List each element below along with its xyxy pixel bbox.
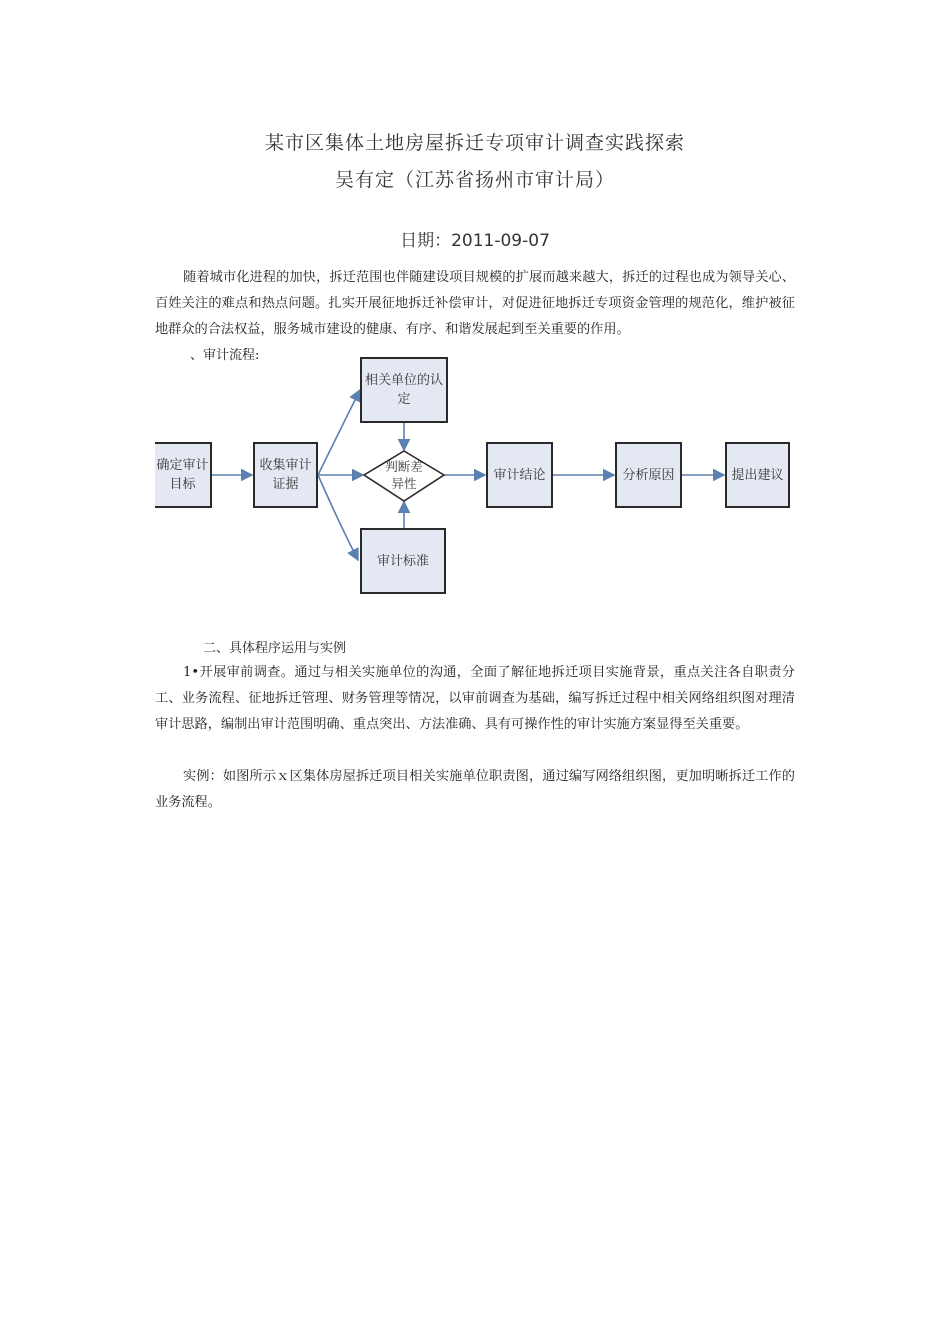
node-audit-conclusion: 审计结论	[486, 442, 553, 508]
step-1-paragraph: 1•开展审前调查。通过与相关实施单位的沟通，全面了解征地拆迁项目实施背景，重点关注各自职责分工、业务流程、征地拆迁管理、财务管理等情况，以审前调查为基础，编写拆迁过程中相关网络组织图对理清审计思路，编制出审计范围明确、重点突出、方法准确、具有可操作性的审计实施方案显得至关重要。	[155, 665, 795, 732]
node-make-suggestion: 提出建议	[725, 442, 790, 508]
publish-date: 日期：2011-09-07	[400, 231, 550, 251]
node-collect-evidence: 收集审计 证据	[253, 442, 318, 508]
section-2-heading: 二、具体程序运用与实例	[203, 641, 347, 656]
author-line: 吴有定（江苏省扬州市审计局）	[334, 169, 615, 191]
example-paragraph: 实例：如图所示ｘ区集体房屋拆迁项目相关实施单位职责图，通过编写网络组织图，更加明晰拆迁工作的业务流程。	[155, 769, 795, 810]
node-judge-difference: 判断差 异性	[385, 459, 423, 491]
flowchart-connectors	[155, 355, 795, 605]
node-analyze-cause: 分析原因	[615, 442, 682, 508]
intro-paragraph: 随着城市化进程的加快，拆迁范围也伴随建设项目规模的扩展而越来越大，拆迁的过程也成为领导关心、百姓关注的难点和热点问题。扎实开展征地拆迁补偿审计，对促进征地拆迁专项资金管理的规范化，维护被征地群众的合法权益，服务城市建设的健康、有序、和谐发展起到至关重要的作用。	[155, 270, 795, 337]
node-audit-standard: 审计标准	[360, 528, 446, 594]
node-determine-target: 确定审计 目标	[155, 442, 212, 508]
flow-section-label: 、审计流程:	[190, 348, 260, 363]
arrow-evidence-to-standard	[318, 475, 358, 560]
arrow-evidence-to-units	[318, 390, 360, 475]
audit-flowchart	[155, 355, 795, 605]
document-title: 某市区集体土地房屋拆迁专项审计调查实践探索	[264, 132, 685, 154]
node-related-units: 相关单位的认 定	[360, 357, 448, 423]
